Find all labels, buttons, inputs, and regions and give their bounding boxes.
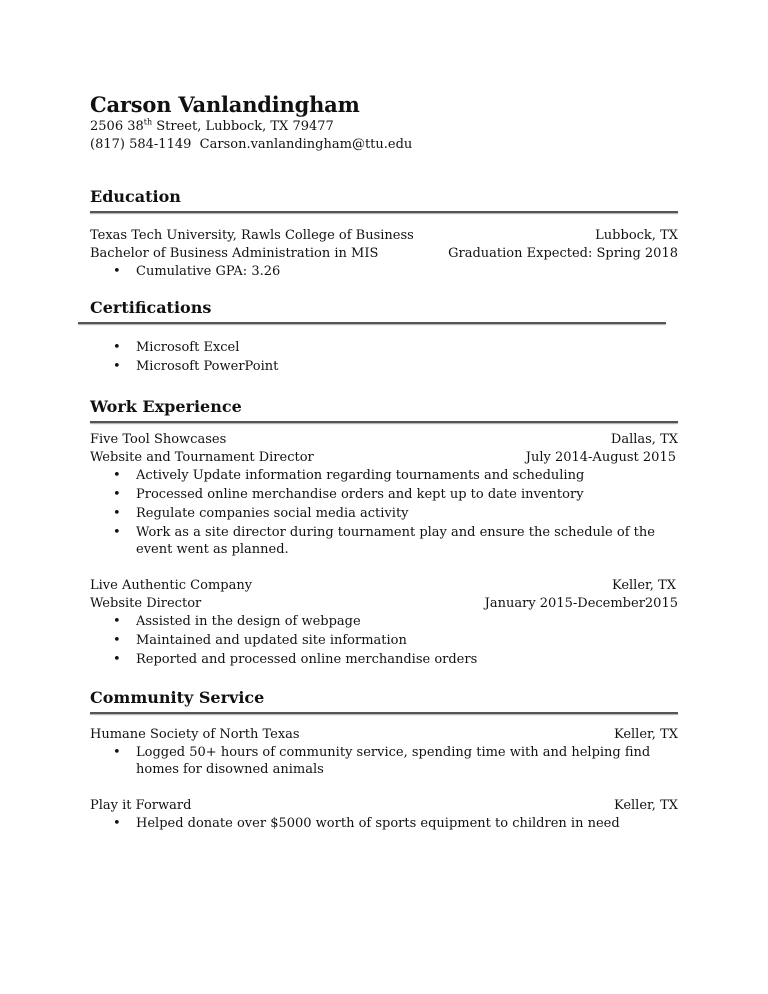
graduation-date: Graduation Expected: Spring 2018 bbox=[448, 246, 678, 261]
work-experience-title: Work Experience bbox=[90, 397, 242, 416]
job-entry bbox=[90, 577, 678, 668]
bullet-icon: • bbox=[113, 633, 121, 648]
bullet-icon: • bbox=[113, 614, 121, 629]
job-role: Website and Tournament Director bbox=[90, 450, 314, 465]
school-name: Texas Tech University, Rawls College of Business bbox=[90, 228, 414, 243]
job-company-row bbox=[90, 431, 678, 449]
list-item: • Maintained and updated site information bbox=[113, 633, 407, 648]
job-location: Dallas, TX bbox=[610, 432, 678, 447]
degree-name: Bachelor of Business Administration in MIS bbox=[90, 246, 379, 261]
list-item: • Processed online merchandise orders and kept up to date inventory bbox=[113, 487, 584, 502]
resume-header bbox=[90, 92, 678, 154]
bullet-icon: • bbox=[113, 468, 121, 483]
address-street: Street, Lubbock, TX 79477 bbox=[152, 119, 334, 134]
education-title: Education bbox=[90, 187, 181, 206]
list-item: • Actively Update information regarding tournaments and scheduling bbox=[113, 468, 585, 483]
job-bullets bbox=[90, 613, 678, 668]
community-location: Keller, TX bbox=[613, 798, 678, 813]
bullet-icon: • bbox=[113, 487, 121, 502]
list-item: • Work as a site director during tournament play and ensure the schedule of the event went as planned. bbox=[113, 525, 655, 557]
certifications-section bbox=[90, 297, 678, 377]
community-bullets bbox=[90, 815, 678, 832]
job-company-row bbox=[90, 577, 678, 595]
community-service-title: Community Service bbox=[90, 688, 265, 707]
job-role-row bbox=[90, 449, 678, 467]
list-item: • Regulate companies social media activity bbox=[113, 506, 409, 521]
community-service-section bbox=[90, 687, 678, 834]
job-company: Live Authentic Company bbox=[90, 578, 253, 593]
list-item: • Assisted in the design of webpage bbox=[113, 614, 361, 629]
job-dates: July 2014-August 2015 bbox=[525, 450, 676, 465]
job-company: Five Tool Showcases bbox=[90, 432, 227, 447]
certifications-title: Certifications bbox=[90, 298, 212, 317]
job-entry bbox=[90, 431, 678, 558]
community-entry bbox=[90, 797, 678, 832]
bullet-icon: • bbox=[113, 359, 121, 374]
community-org: Play it Forward bbox=[90, 798, 192, 813]
bullet-icon: • bbox=[113, 340, 121, 355]
list-item: • Helped donate over $5000 worth of sports equipment to children in need bbox=[113, 816, 620, 831]
bullet-icon: • bbox=[113, 816, 121, 831]
job-location: Keller, TX bbox=[611, 578, 676, 593]
list-item: • Reported and processed online merchandise orders bbox=[113, 652, 478, 667]
list-item: • Cumulative GPA: 3.26 bbox=[113, 264, 281, 279]
email-address: Carson.vanlandingham@ttu.edu bbox=[199, 137, 413, 152]
community-org-row bbox=[90, 726, 678, 744]
community-entry bbox=[90, 726, 678, 778]
list-item: • Microsoft Excel bbox=[113, 340, 240, 355]
address-ordinal: th bbox=[143, 117, 153, 127]
school-location: Lubbock, TX bbox=[595, 228, 678, 243]
list-item: • Microsoft PowerPoint bbox=[113, 359, 279, 374]
address-number: 2506 38 bbox=[90, 119, 144, 134]
education-section bbox=[90, 186, 678, 282]
community-org: Humane Society of North Texas bbox=[90, 727, 300, 742]
bullet-icon: • bbox=[113, 652, 121, 667]
bullet-icon: • bbox=[113, 745, 121, 760]
address-line bbox=[90, 118, 678, 136]
bullet-icon: • bbox=[113, 525, 121, 540]
candidate-name: Carson Vanlandingham bbox=[90, 92, 360, 117]
phone-number: (817) 584-1149 bbox=[90, 137, 192, 152]
contact-line bbox=[90, 136, 678, 154]
job-role: Website Director bbox=[90, 596, 202, 611]
community-org-row bbox=[90, 797, 678, 815]
education-school-row bbox=[90, 227, 678, 245]
community-location: Keller, TX bbox=[613, 727, 678, 742]
job-role-row bbox=[90, 595, 678, 613]
work-experience-section bbox=[90, 396, 678, 670]
education-degree-row bbox=[90, 245, 678, 263]
certifications-list bbox=[90, 339, 678, 375]
job-bullets bbox=[90, 467, 678, 558]
bullet-icon: • bbox=[113, 264, 121, 279]
bullet-icon: • bbox=[113, 506, 121, 521]
community-bullets bbox=[90, 744, 678, 778]
list-item: • Logged 50+ hours of community service, spending time with and helping find homes for disowned animals bbox=[113, 745, 651, 777]
job-dates: January 2015-December2015 bbox=[484, 596, 678, 611]
education-bullets bbox=[90, 263, 678, 280]
